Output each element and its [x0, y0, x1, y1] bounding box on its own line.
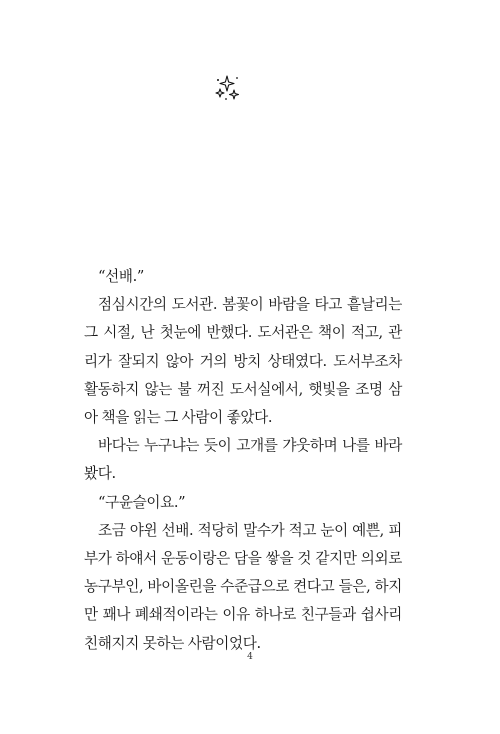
body-text — [84, 263, 402, 658]
page-number: 4 — [247, 652, 253, 662]
sparkles-icon — [214, 74, 240, 102]
paragraph: 바다는 누구냐는 듯이 고개를 갸웃하며 나를 바라봤다. — [84, 437, 402, 483]
paragraph: “구윤슬이요.” — [98, 493, 186, 511]
paragraph: “선배.” — [98, 268, 145, 285]
paragraph: 점심시간의 도서관. 봄꽃이 바람을 타고 흩날리는 그 시절, 난 첫눈에 반했다. 도서관은 책이 적고, 관리가 잘되지 않아 거의 방치 상태였다. 도서부조차 활동하지 않는 불 꺼진 도서실에서, 햇빛을 조명 삼아 책을 읽는 그 사람이 좋았다. — [84, 296, 402, 427]
paragraph: 조금 야윈 선배. 적당히 말수가 적고 눈이 예쁜, 피부가 하얘서 운동이랑은 담을 쌓을 것 같지만 의외로 농구부인, 바이올린을 수준급으로 켠다고 들은, 하지만 꽤나 폐쇄적이라는 이유 하나로 친구들과 쉽사리 친해지지 못하는 사람이었다. — [84, 521, 402, 652]
